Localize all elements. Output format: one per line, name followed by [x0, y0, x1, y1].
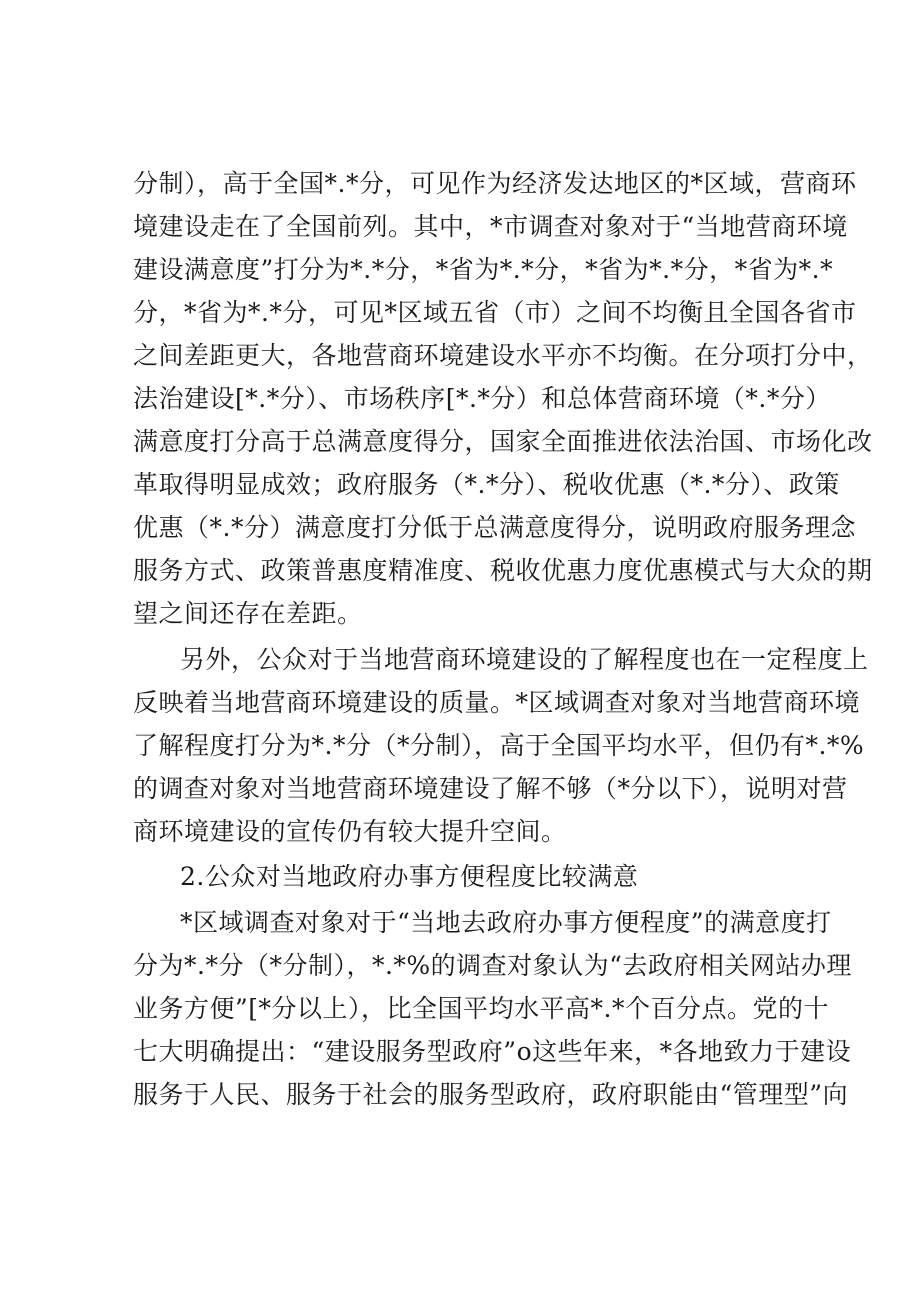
- text-line: 满意度打分高于总满意度得分，国家全面推进依法治国、市场化改: [133, 427, 873, 456]
- text-line: 商环境建设的宣传仍有较大提升空间。: [133, 817, 567, 846]
- text-line: *区域调查对象对于“当地去政府办事方便程度”的满意度打: [180, 908, 832, 937]
- text-line: 建设满意度”打分为*.*分，*省为*.*分，*省为*.*分，*省为*.*: [133, 255, 834, 284]
- text-line: 反映着当地营商环境建设的质量。*区域调查对象对当地营商环境: [133, 688, 861, 717]
- text-line: 了解程度打分为*.*分（*分制），高于全国平均水平，但仍有*.*%: [133, 731, 865, 760]
- text-line: 优惠（*.*分）满意度打分低于总满意度得分，说明政府服务理念: [133, 513, 856, 542]
- text-line: 另外，公众对于当地营商环境建设的了解程度也在一定程度上: [180, 645, 869, 674]
- text-line: 分为*.*分（*分制），*.*%的调查对象认为“去政府相关网站办理: [133, 951, 852, 980]
- text-line: 革取得明显成效；政府服务（*.*分）、税收优惠（*.*分）、政策: [133, 470, 840, 499]
- text-line: 境建设走在了全国前列。其中，*市调查对象对于“当地营商环境: [133, 212, 848, 241]
- text-line: 的调查对象对当地营商环境建设了解不够（*分以下），说明对营: [133, 774, 848, 803]
- section-heading: 2.公众对当地政府办事方便程度比较满意: [180, 862, 639, 891]
- text-line: 服务于人民、服务于社会的服务型政府，政府职能由“管理型”向: [133, 1080, 849, 1109]
- text-line: 法治建设[*.*分）、市场秩序[*.*分）和总体营商环境（*.*分）: [133, 384, 831, 413]
- text-line: 望之间还存在差距。: [133, 599, 363, 628]
- text-line: 七大明确提出：“建设服务型政府”o这些年来，*各地致力于建设: [133, 1037, 852, 1066]
- text-line: 分制），高于全国*.*分，可见作为经济发达地区的*区域，营商环: [133, 169, 857, 198]
- text-line: 业务方便”[*分以上），比全国平均水平高*.*个百分点。党的十: [133, 994, 829, 1023]
- text-line: 服务方式、政策普惠度精准度、税收优惠力度优惠模式与大众的期: [133, 556, 873, 585]
- text-line: 之间差距更大，各地营商环境建设水平亦不均衡。在分项打分中，: [133, 341, 873, 370]
- text-line: 分，*省为*.*分，可见*区域五省（市）之间不均衡且全国各省市: [133, 298, 857, 327]
